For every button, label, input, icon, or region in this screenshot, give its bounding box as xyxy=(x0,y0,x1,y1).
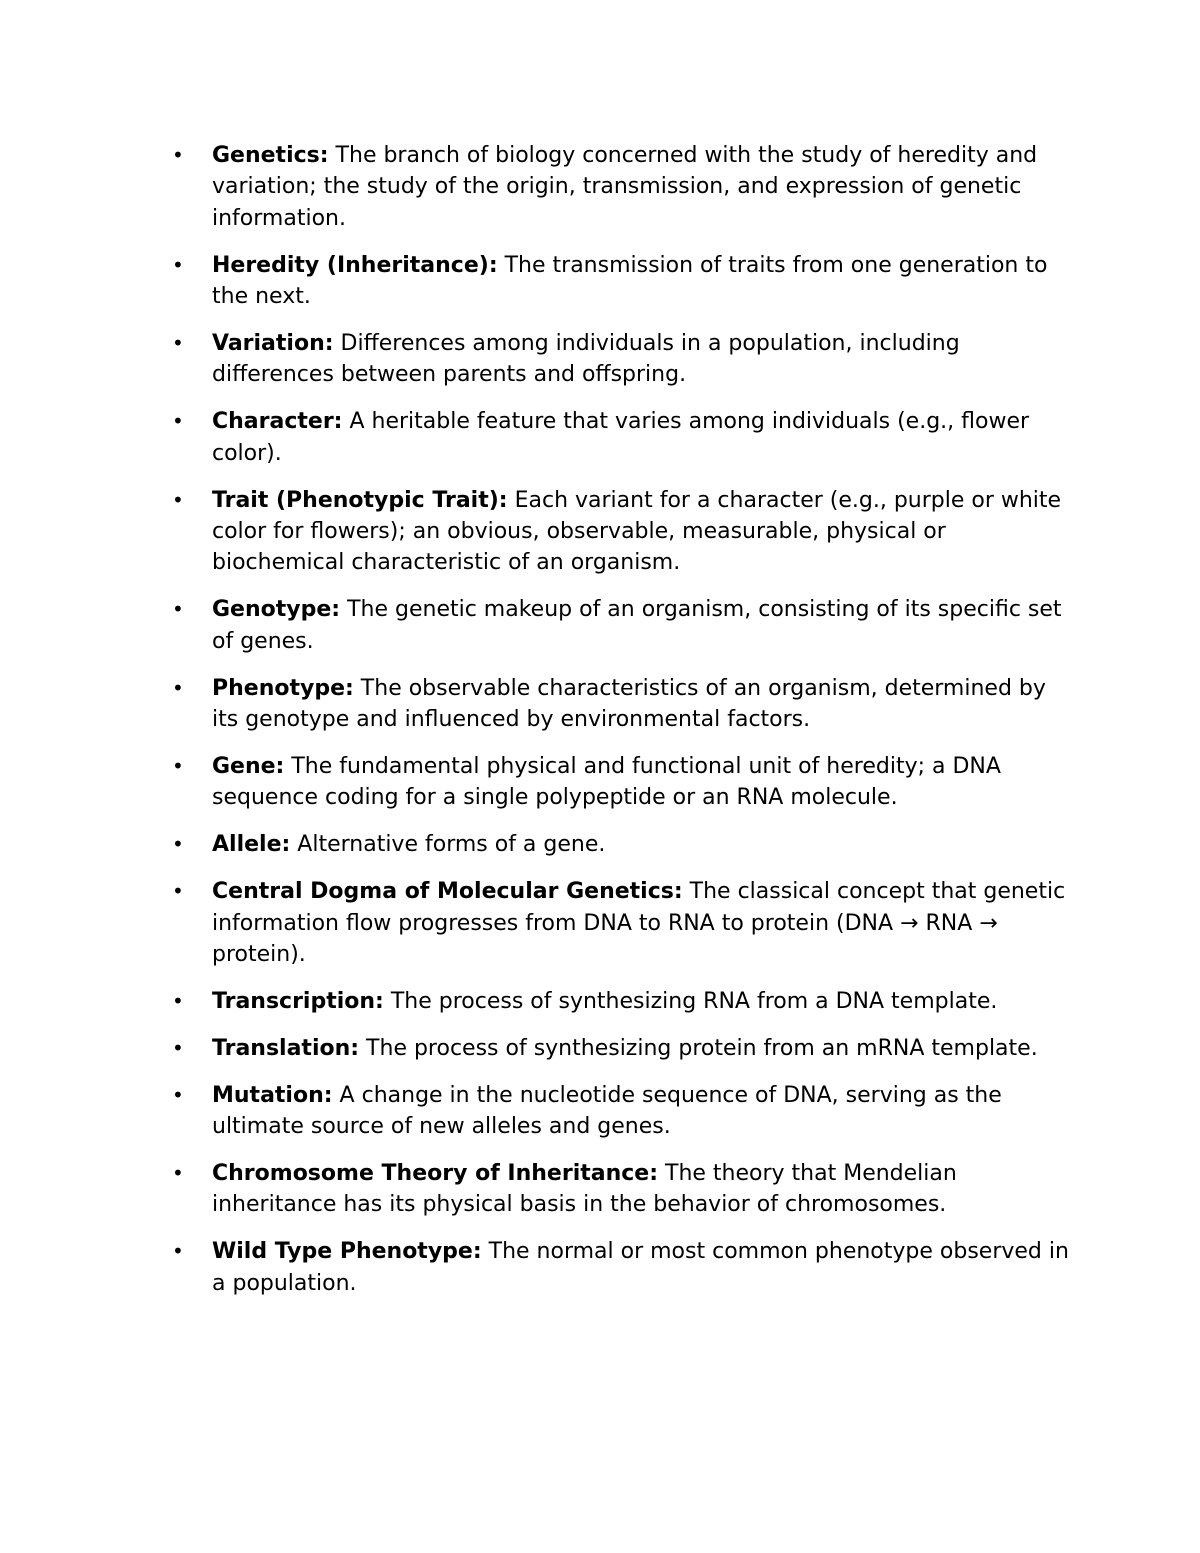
entry-term: Transcription: xyxy=(212,988,384,1014)
entry-definition: The genetic makeup of an organism, consisting of its specific set of genes. xyxy=(212,597,1062,654)
bullet-icon: • xyxy=(172,252,184,277)
entry-term: Chromosome Theory of Inheritance: xyxy=(212,1161,659,1187)
bullet-icon: • xyxy=(172,143,184,167)
entry-definition: The theory that Mendelian inheritance has its physical basis in the behavior of chromosomes. xyxy=(212,1161,957,1218)
entry-definition: The fundamental physical and functional unit of heredity; a DNA sequence coding for a single polypeptide or an RNA molecule. xyxy=(212,754,1001,811)
bullet-icon: • xyxy=(172,1239,184,1264)
glossary-entry xyxy=(172,140,1072,234)
bullet-icon: • xyxy=(172,1082,184,1107)
glossary-entry xyxy=(172,829,1072,860)
glossary-entry xyxy=(172,751,1072,814)
glossary-entry xyxy=(172,986,1072,1017)
entry-definition: The observable characteristics of an organism, determined by its genotype and influenced by environmental factors. xyxy=(212,675,1046,733)
bullet-icon: • xyxy=(172,754,184,778)
glossary-entry xyxy=(172,250,1072,313)
bullet-icon: • xyxy=(172,1035,184,1060)
bullet-icon: • xyxy=(172,879,184,904)
entry-term: Heredity (Inheritance): xyxy=(212,252,498,278)
entry-definition: Alternative forms of a gene. xyxy=(290,832,606,858)
entry-term: Genetics: xyxy=(212,143,329,168)
glossary-entry xyxy=(172,594,1072,657)
entry-term: Variation: xyxy=(212,331,334,357)
glossary-entry xyxy=(172,673,1072,736)
bullet-icon: • xyxy=(172,832,184,857)
entry-term: Gene: xyxy=(212,754,285,779)
entry-definition: The transmission of traits from one generation to the next. xyxy=(212,252,1048,310)
bullet-icon: • xyxy=(172,675,184,700)
bullet-icon: • xyxy=(172,597,184,622)
entry-term: Genotype: xyxy=(212,597,341,623)
bullet-icon: • xyxy=(172,988,184,1013)
entry-term: Phenotype: xyxy=(212,675,354,701)
glossary-entry xyxy=(172,1033,1072,1064)
glossary-entry xyxy=(172,1080,1072,1143)
entry-definition: Each variant for a character (e.g., purple or white color for flowers); an obvious, observable, measurable, physical or biochemical characteristic of an organism. xyxy=(212,487,1062,576)
entry-term: Translation: xyxy=(212,1035,360,1061)
entry-definition: A heritable feature that varies among individuals (e.g., flower color). xyxy=(212,409,1030,466)
glossary-entry xyxy=(172,1236,1072,1299)
glossary-list xyxy=(172,140,1072,1315)
entry-definition: A change in the nucleotide sequence of DNA, serving as the ultimate source of new alleles and genes. xyxy=(212,1082,1002,1140)
bullet-icon: • xyxy=(172,487,184,512)
glossary-entry xyxy=(172,1158,1072,1221)
entry-definition: The process of synthesizing RNA from a DNA template. xyxy=(383,988,998,1014)
entry-term: Character: xyxy=(212,409,343,435)
bullet-icon: • xyxy=(172,331,184,356)
entry-term: Wild Type Phenotype: xyxy=(212,1239,482,1265)
entry-definition: The branch of biology concerned with the study of heredity and variation; the study of the origin, transmission, and expression of genetic information. xyxy=(212,143,1038,231)
entry-definition: The normal or most common phenotype observed in a population. xyxy=(212,1239,1069,1296)
entry-term: Central Dogma of Molecular Genetics: xyxy=(212,879,683,905)
glossary-entry xyxy=(172,876,1072,970)
glossary-entry xyxy=(172,485,1072,579)
bullet-icon: • xyxy=(172,1161,184,1186)
entry-term: Allele: xyxy=(212,832,291,858)
entry-definition: The process of synthesizing protein from an mRNA template. xyxy=(359,1035,1038,1061)
glossary-entry xyxy=(172,406,1072,469)
glossary-entry xyxy=(172,328,1072,391)
bullet-icon: • xyxy=(172,409,184,434)
entry-definition: Differences among individuals in a population, including differences between parents and offspring. xyxy=(212,331,960,388)
entry-term: Mutation: xyxy=(212,1082,333,1108)
entry-definition: The classical concept that genetic information flow progresses from DNA to RNA to protein (DNA → RNA → protein). xyxy=(212,879,1066,968)
entry-term: Trait (Phenotypic Trait): xyxy=(212,487,508,513)
